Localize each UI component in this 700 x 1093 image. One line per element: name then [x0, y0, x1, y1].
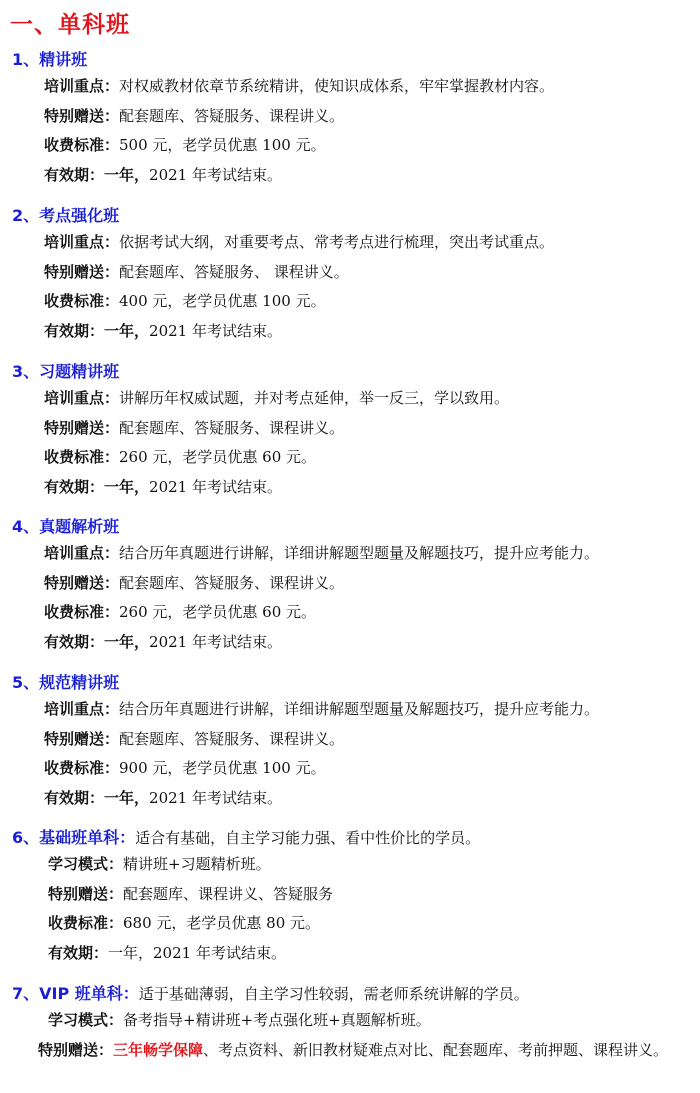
gift-text: 配套题库、课程讲义、答疑服务	[123, 884, 334, 903]
validity-label: 有效期：	[44, 477, 105, 496]
course-section-1	[12, 48, 696, 190]
gift-row	[12, 414, 696, 444]
fee-text: 260 元，老学员优惠 60 元。	[119, 448, 317, 466]
focus-text: 结合历年真题进行讲解，详细讲解题型题量及解题技巧，提升应考能力。	[119, 700, 600, 718]
validity-label: 有效期：	[48, 943, 109, 962]
fee-label: 收费标准：	[48, 914, 124, 932]
course-section-5	[12, 671, 696, 813]
gift-row	[12, 102, 696, 132]
fee-label: 收费标准：	[44, 292, 120, 310]
validity-row	[12, 628, 696, 658]
focus-text: 讲解历年权威试题，并对考点延伸，举一反三，学以致用。	[119, 389, 510, 407]
fee-row	[12, 909, 696, 939]
gift-text: 配套题库、答疑服务、课程讲义。	[119, 418, 345, 437]
focus-label: 培训重点：	[44, 233, 120, 251]
validity-row	[12, 939, 696, 969]
validity-text: 2021 年考试结束。	[149, 321, 282, 340]
focus-row	[12, 72, 696, 102]
gift-row	[12, 569, 696, 599]
fee-label: 收费标准：	[44, 759, 120, 777]
focus-label: 培训重点：	[44, 544, 120, 562]
course-section-2	[12, 204, 696, 346]
fee-row	[12, 131, 696, 161]
gift-text: 、考点资料、新旧教材疑难点对比、配套题库、考前押题、课程讲义。	[203, 1040, 669, 1059]
fee-text: 400 元，老学员优惠 100 元。	[119, 292, 326, 310]
mode-label: 学习模式：	[48, 855, 124, 873]
fee-label: 收费标准：	[44, 603, 120, 621]
fee-text: 260 元，老学员优惠 60 元。	[119, 603, 317, 621]
validity-text: 2021 年考试结束。	[149, 788, 282, 807]
validity-row	[12, 161, 696, 191]
focus-row	[12, 539, 696, 569]
fee-row	[12, 598, 696, 628]
validity-bold: 一年，	[104, 477, 150, 496]
gift-label: 特别赠送：	[44, 418, 120, 437]
gift-row	[2, 1036, 696, 1065]
focus-row	[12, 384, 696, 414]
validity-text: 2021 年考试结束。	[149, 165, 282, 184]
validity-label: 有效期：	[44, 788, 105, 807]
fee-text: 900 元，老学员优惠 100 元。	[119, 759, 326, 777]
gift-label: 特别赠送：	[48, 884, 124, 903]
gift-text: 配套题库、答疑服务、 课程讲义。	[119, 262, 349, 281]
validity-bold: 一年，	[104, 788, 150, 807]
vip-description: 适于基础薄弱，自主学习性较弱，需老师系统讲解的学员。	[138, 985, 529, 1003]
validity-bold: 一年，	[104, 632, 150, 651]
focus-label: 培训重点：	[44, 389, 120, 407]
mode-label: 学习模式：	[48, 1011, 124, 1029]
gift-text: 配套题库、答疑服务、课程讲义。	[119, 106, 345, 125]
basic-description: 适合有基础，自主学习能力强、看中性价比的学员。	[135, 829, 481, 847]
fee-label: 收费标准：	[44, 136, 120, 154]
gift-text: 配套题库、答疑服务、课程讲义。	[119, 729, 345, 748]
focus-row	[12, 228, 696, 258]
page-title: 一、单科班	[10, 12, 130, 38]
validity-bold: 一年，	[104, 321, 150, 340]
mode-row	[12, 1006, 696, 1036]
mode-text: 精讲班+习题精析班。	[123, 855, 271, 873]
gift-row	[12, 880, 696, 910]
validity-label: 有效期：	[44, 321, 105, 340]
vip-title: 7、VIP 班单科：	[12, 984, 139, 1003]
basic-title: 6、基础班单科：	[12, 828, 136, 847]
fee-text: 680 元，老学员优惠 80 元。	[123, 914, 321, 932]
validity-text: 一年，2021 年考试结束。	[108, 943, 286, 962]
fee-label: 收费标准：	[44, 448, 120, 466]
fee-row	[12, 443, 696, 473]
section-title	[12, 826, 696, 850]
focus-label: 培训重点：	[44, 700, 120, 718]
validity-bold: 一年，	[104, 165, 150, 184]
gift-row	[12, 258, 696, 288]
gift-text: 配套题库、答疑服务、课程讲义。	[119, 573, 345, 592]
vip-package-section	[12, 982, 696, 1065]
section-title: 2、考点强化班	[12, 206, 120, 225]
fee-row	[12, 754, 696, 784]
fee-text: 500 元，老学员优惠 100 元。	[119, 136, 326, 154]
section-title: 3、习题精讲班	[12, 362, 120, 381]
section-title: 1、精讲班	[12, 50, 88, 69]
gift-label: 特别赠送：	[44, 729, 120, 748]
gift-highlight: 三年畅学保障	[113, 1040, 204, 1059]
validity-label: 有效期：	[44, 632, 105, 651]
course-section-4	[12, 515, 696, 657]
focus-text: 对权威教材依章节系统精讲，使知识成体系，牢牢掌握教材内容。	[119, 77, 555, 95]
gift-label: 特别赠送：	[44, 106, 120, 125]
section-title: 5、规范精讲班	[12, 673, 120, 692]
basic-package-section	[12, 826, 696, 968]
gift-label: 特别赠送：	[38, 1040, 114, 1059]
validity-row	[12, 317, 696, 347]
validity-row	[12, 473, 696, 503]
gift-row	[12, 725, 696, 755]
gift-label: 特别赠送：	[44, 573, 120, 592]
focus-text: 依据考试大纲，对重要考点、常考考点进行梳理，突出考试重点。	[119, 233, 555, 251]
validity-text: 2021 年考试结束。	[149, 632, 282, 651]
section-title: 4、真题解析班	[12, 517, 120, 536]
fee-row	[12, 287, 696, 317]
focus-row	[12, 695, 696, 725]
validity-label: 有效期：	[44, 165, 105, 184]
mode-row	[12, 850, 696, 880]
gift-label: 特别赠送：	[44, 262, 120, 281]
section-title	[12, 982, 696, 1006]
focus-label: 培训重点：	[44, 77, 120, 95]
focus-text: 结合历年真题进行讲解，详细讲解题型题量及解题技巧，提升应考能力。	[119, 544, 600, 562]
course-section-3	[12, 360, 696, 502]
validity-row	[12, 784, 696, 814]
validity-text: 2021 年考试结束。	[149, 477, 282, 496]
mode-text: 备考指导+精讲班+考点强化班+真题解析班。	[123, 1011, 431, 1029]
